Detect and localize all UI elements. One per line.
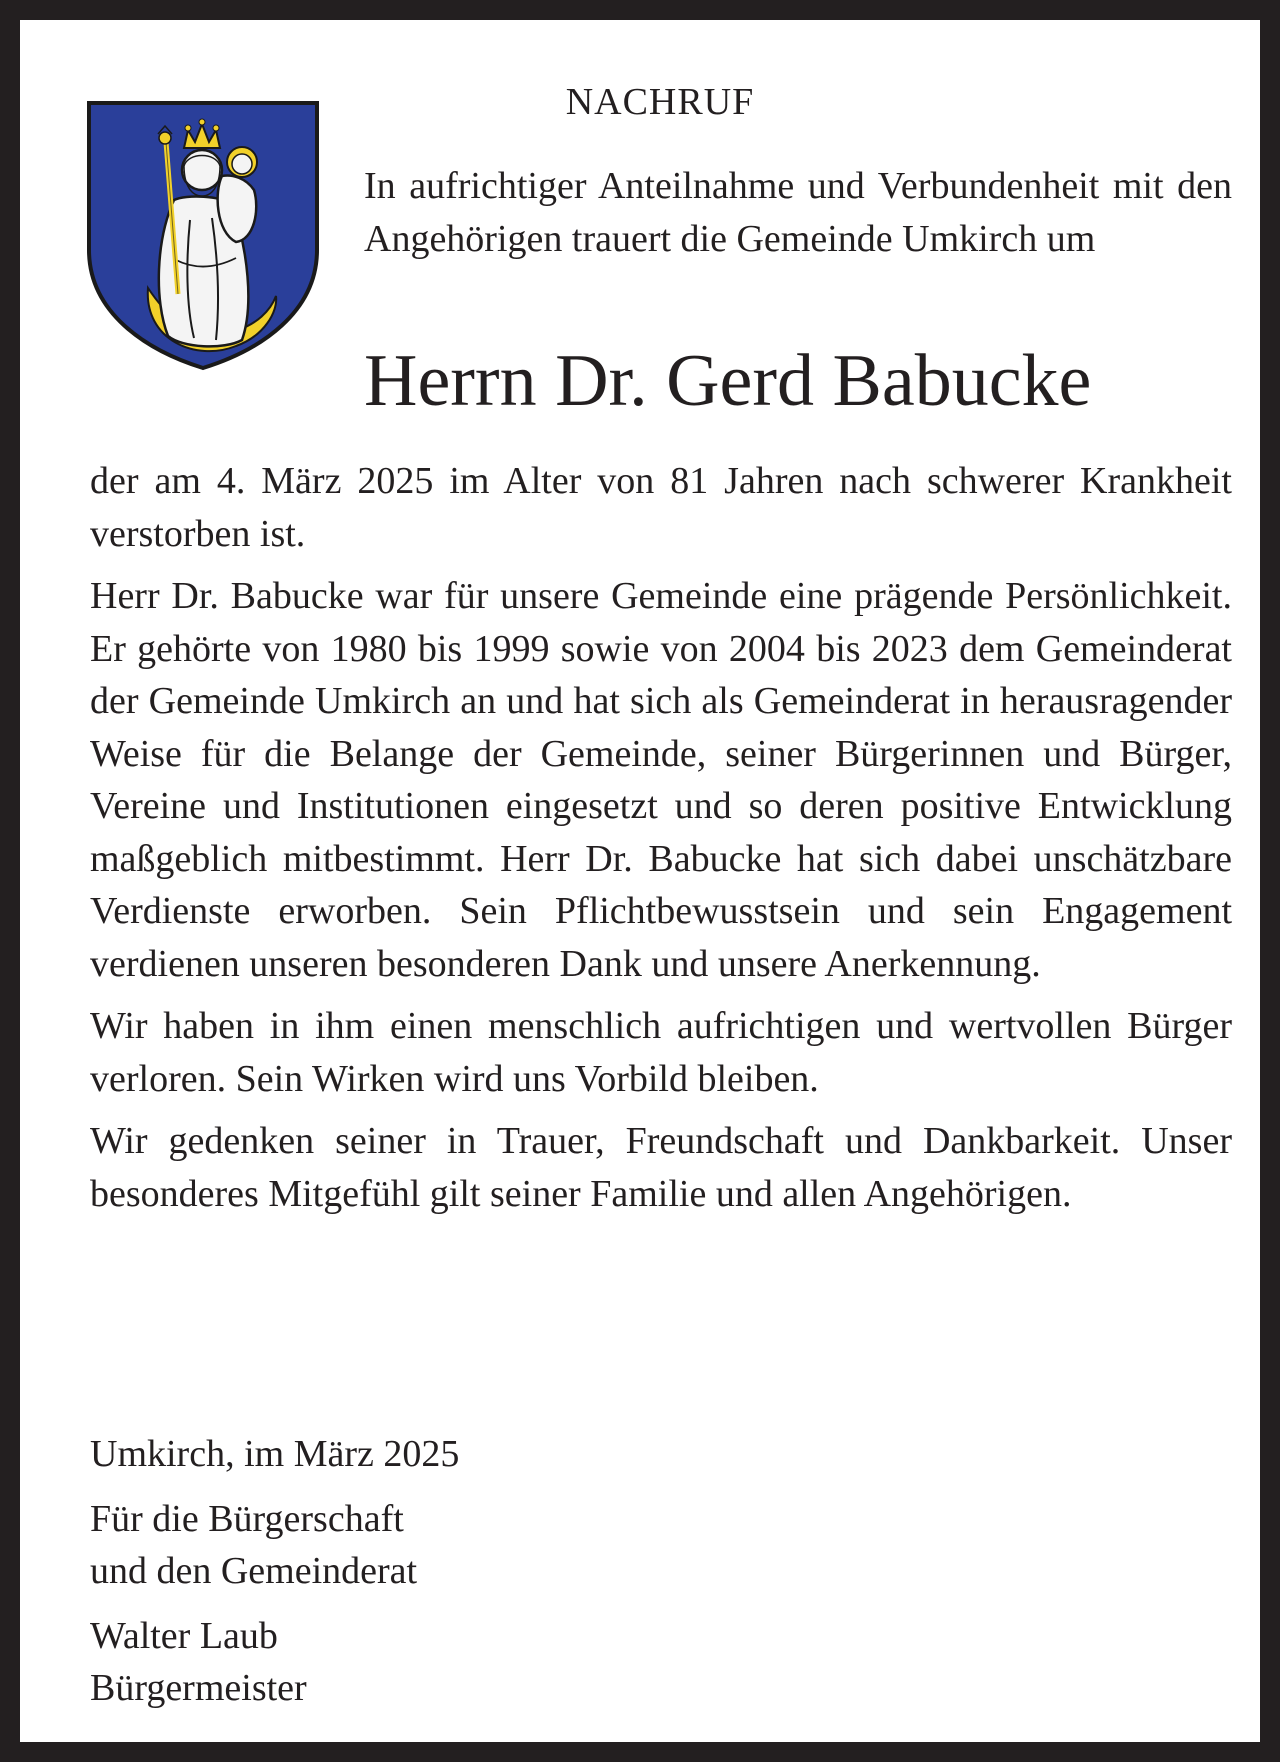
deceased-name: Herrn Dr. Gerd Babucke <box>364 340 1092 422</box>
obituary-body <box>90 455 1232 1230</box>
death-paragraph: der am 4. März 2025 im Alter von 81 Jahren nach schwerer Krankheit verstorben ist. <box>90 460 1232 555</box>
tribute-paragraph: Herr Dr. Babucke war für unsere Gemeinde eine prägende Persönlichkeit. Er gehörte von 1980 bis 1999 sowie von 2004 bis 2023 dem Gemeinderat der Gemeinde Umkirch an und hat sich als Gemeinderat in herausragender Weise für die Belange der Gemeinde, seiner Bürgerinnen und Bürger, Vereine und Institutionen eingesetzt und so deren positive Entwicklung maßgeblich mitbestimmt. Herr Dr. Babucke hat sich dabei unschätzbare Verdienste erworben. Sein Pflichtbewusstsein und sein Engagement verdienen unseren besonderen Dank und unsere Anerkennung. <box>90 575 1232 985</box>
on-behalf-line-1: Für die Bürgerschaft <box>90 1497 404 1540</box>
intro-text: In aufrichtiger Anteilnahme und Verbundenheit mit den Angehörigen trauert die Gemeinde Umkirch um <box>364 165 1232 260</box>
remembrance-paragraph: Wir gedenken seiner in Trauer, Freundschaft und Dankbarkeit. Unser besonderes Mitgefühl gilt seiner Familie und allen Angehörigen. <box>90 1120 1232 1215</box>
loss-paragraph: Wir haben in ihm einen menschlich aufrichtigen und wertvollen Bürger verloren. Sein Wirken wird uns Vorbild bleiben. <box>90 1005 1232 1100</box>
on-behalf-line-2: und den Gemeinderat <box>90 1550 418 1592</box>
notice-heading: NACHRUF <box>565 81 755 123</box>
signer-name: Walter Laub <box>90 1614 278 1657</box>
signer-title: Bürgermeister <box>90 1667 307 1709</box>
place-date: Umkirch, im März 2025 <box>90 1433 460 1475</box>
signature-block <box>90 1428 790 1715</box>
umkirch-coat-of-arms-madonna-icon <box>86 100 320 372</box>
